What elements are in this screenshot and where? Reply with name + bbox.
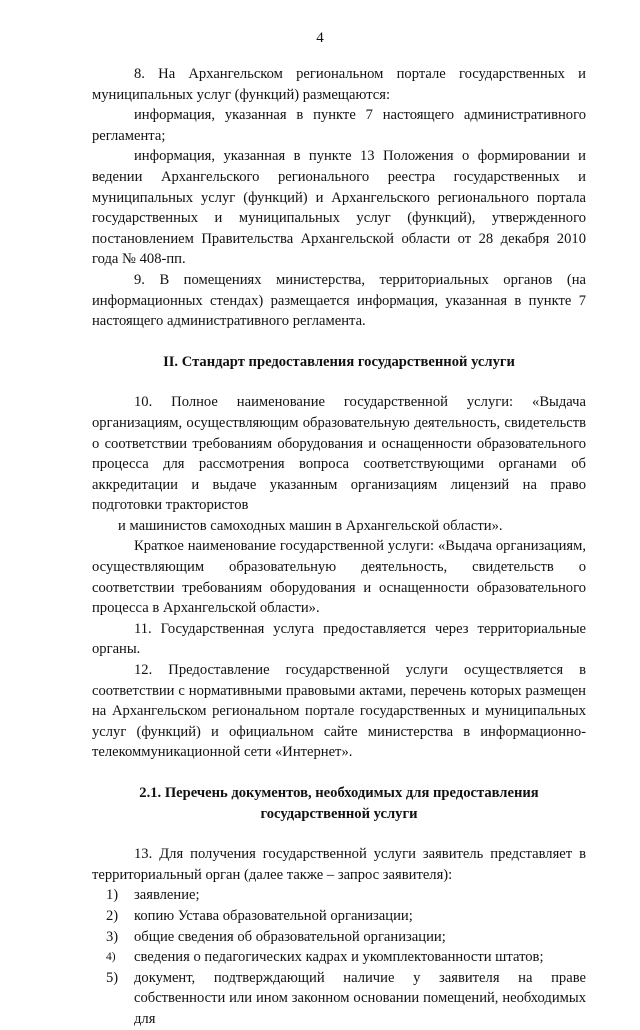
list-item-number: 2) bbox=[106, 907, 119, 924]
section-2-1-heading-line-1: 2.1. Перечень документов, необходимых для предоставления bbox=[139, 785, 539, 801]
paragraph-9: 9. В помещениях министерства, территориальных органов (на информационных стендах) размещается информация, указанная в пункте 7 настоящего административного регламента. bbox=[92, 271, 586, 330]
paragraph-13: 13. Для получения государственной услуги заявитель представляет в территориальный орган (далее также – запрос заявителя): bbox=[92, 846, 586, 883]
section-2-heading: II. Стандарт предоставления государственной услуги bbox=[163, 353, 515, 370]
list-item-text: заявление; bbox=[134, 887, 200, 904]
list-item bbox=[92, 927, 586, 948]
list-item-text: копию Устава образовательной организации; bbox=[134, 907, 413, 924]
paragraph-11: 11. Государственная услуга предоставляется через территориальные органы. bbox=[92, 620, 586, 658]
paragraph-10-short-name: Краткое наименование государственной услуги: «Выдача организациям, осуществляющим образовательную деятельность, свидетельств о соответствии требованиям оборудования и оснащенности образовательного процесса в Архангельской области». bbox=[92, 538, 586, 617]
paragraph-8-item-2: информация, указанная в пункте 13 Положения о формировании и ведении Архангельского регионального реестра государственных и муниципальных услуг (функций) и Архангельского регионального портала государственных и муниципальных услуг (функций), утвержденного постановлением Правительства Архангельской области от 28 декабря 2010 года № 408-пп. bbox=[92, 148, 586, 268]
paragraph-10-full-name: 10. Полное наименование государственной услуги: «Выдача организациям, осуществляющим образовательную деятельность, свидетельств о соответствии требованиям оборудования и оснащенности образовательного процесса для рассмотрения вопроса соответствующими органами об аккредитации и выдаче указанным организациям лицензий на право подготовки трактористов bbox=[92, 394, 586, 514]
list-item-text: сведения о педагогических кадрах и укомплектованности штатов; bbox=[134, 949, 544, 966]
paragraph-8: 8. На Архангельском региональном портале государственных и муниципальных услуг (функций) размещаются: bbox=[92, 66, 586, 103]
section-2-1-heading-line-2: государственной услуги bbox=[260, 805, 418, 822]
paragraph-10-full-name-continuation: и машинистов самоходных машин в Архангельской области». bbox=[118, 517, 503, 534]
list-item bbox=[92, 885, 586, 906]
documents-list bbox=[92, 885, 586, 1029]
list-item-text: общие сведения об образовательной организации; bbox=[134, 928, 446, 945]
paragraph-12: 12. Предоставление государственной услуги осуществляется в соответствии с нормативными правовыми актами, перечень которых размещен на Архангельском региональном портале государственных и муниципальных услуг (функций) и официальном сайте министерства в информационно-телекоммуникационной сети «Интернет». bbox=[92, 662, 586, 761]
section-2-1-heading bbox=[92, 783, 586, 824]
list-item-number: 5) bbox=[106, 969, 119, 986]
list-item bbox=[92, 906, 586, 927]
list-item-number: 4) bbox=[106, 951, 116, 964]
list-item-number: 1) bbox=[106, 887, 119, 904]
document-body bbox=[92, 64, 586, 1030]
list-item-number: 3) bbox=[106, 928, 119, 945]
list-item bbox=[92, 968, 586, 1030]
list-item-text: документ, подтверждающий наличие у заявителя на праве собственности или ином законном основании помещений, необходимых для bbox=[134, 969, 586, 1027]
paragraph-8-item-1: информация, указанная в пункте 7 настоящего административного регламента; bbox=[92, 107, 586, 144]
page-number: 4 bbox=[316, 30, 324, 46]
list-item bbox=[92, 947, 586, 968]
